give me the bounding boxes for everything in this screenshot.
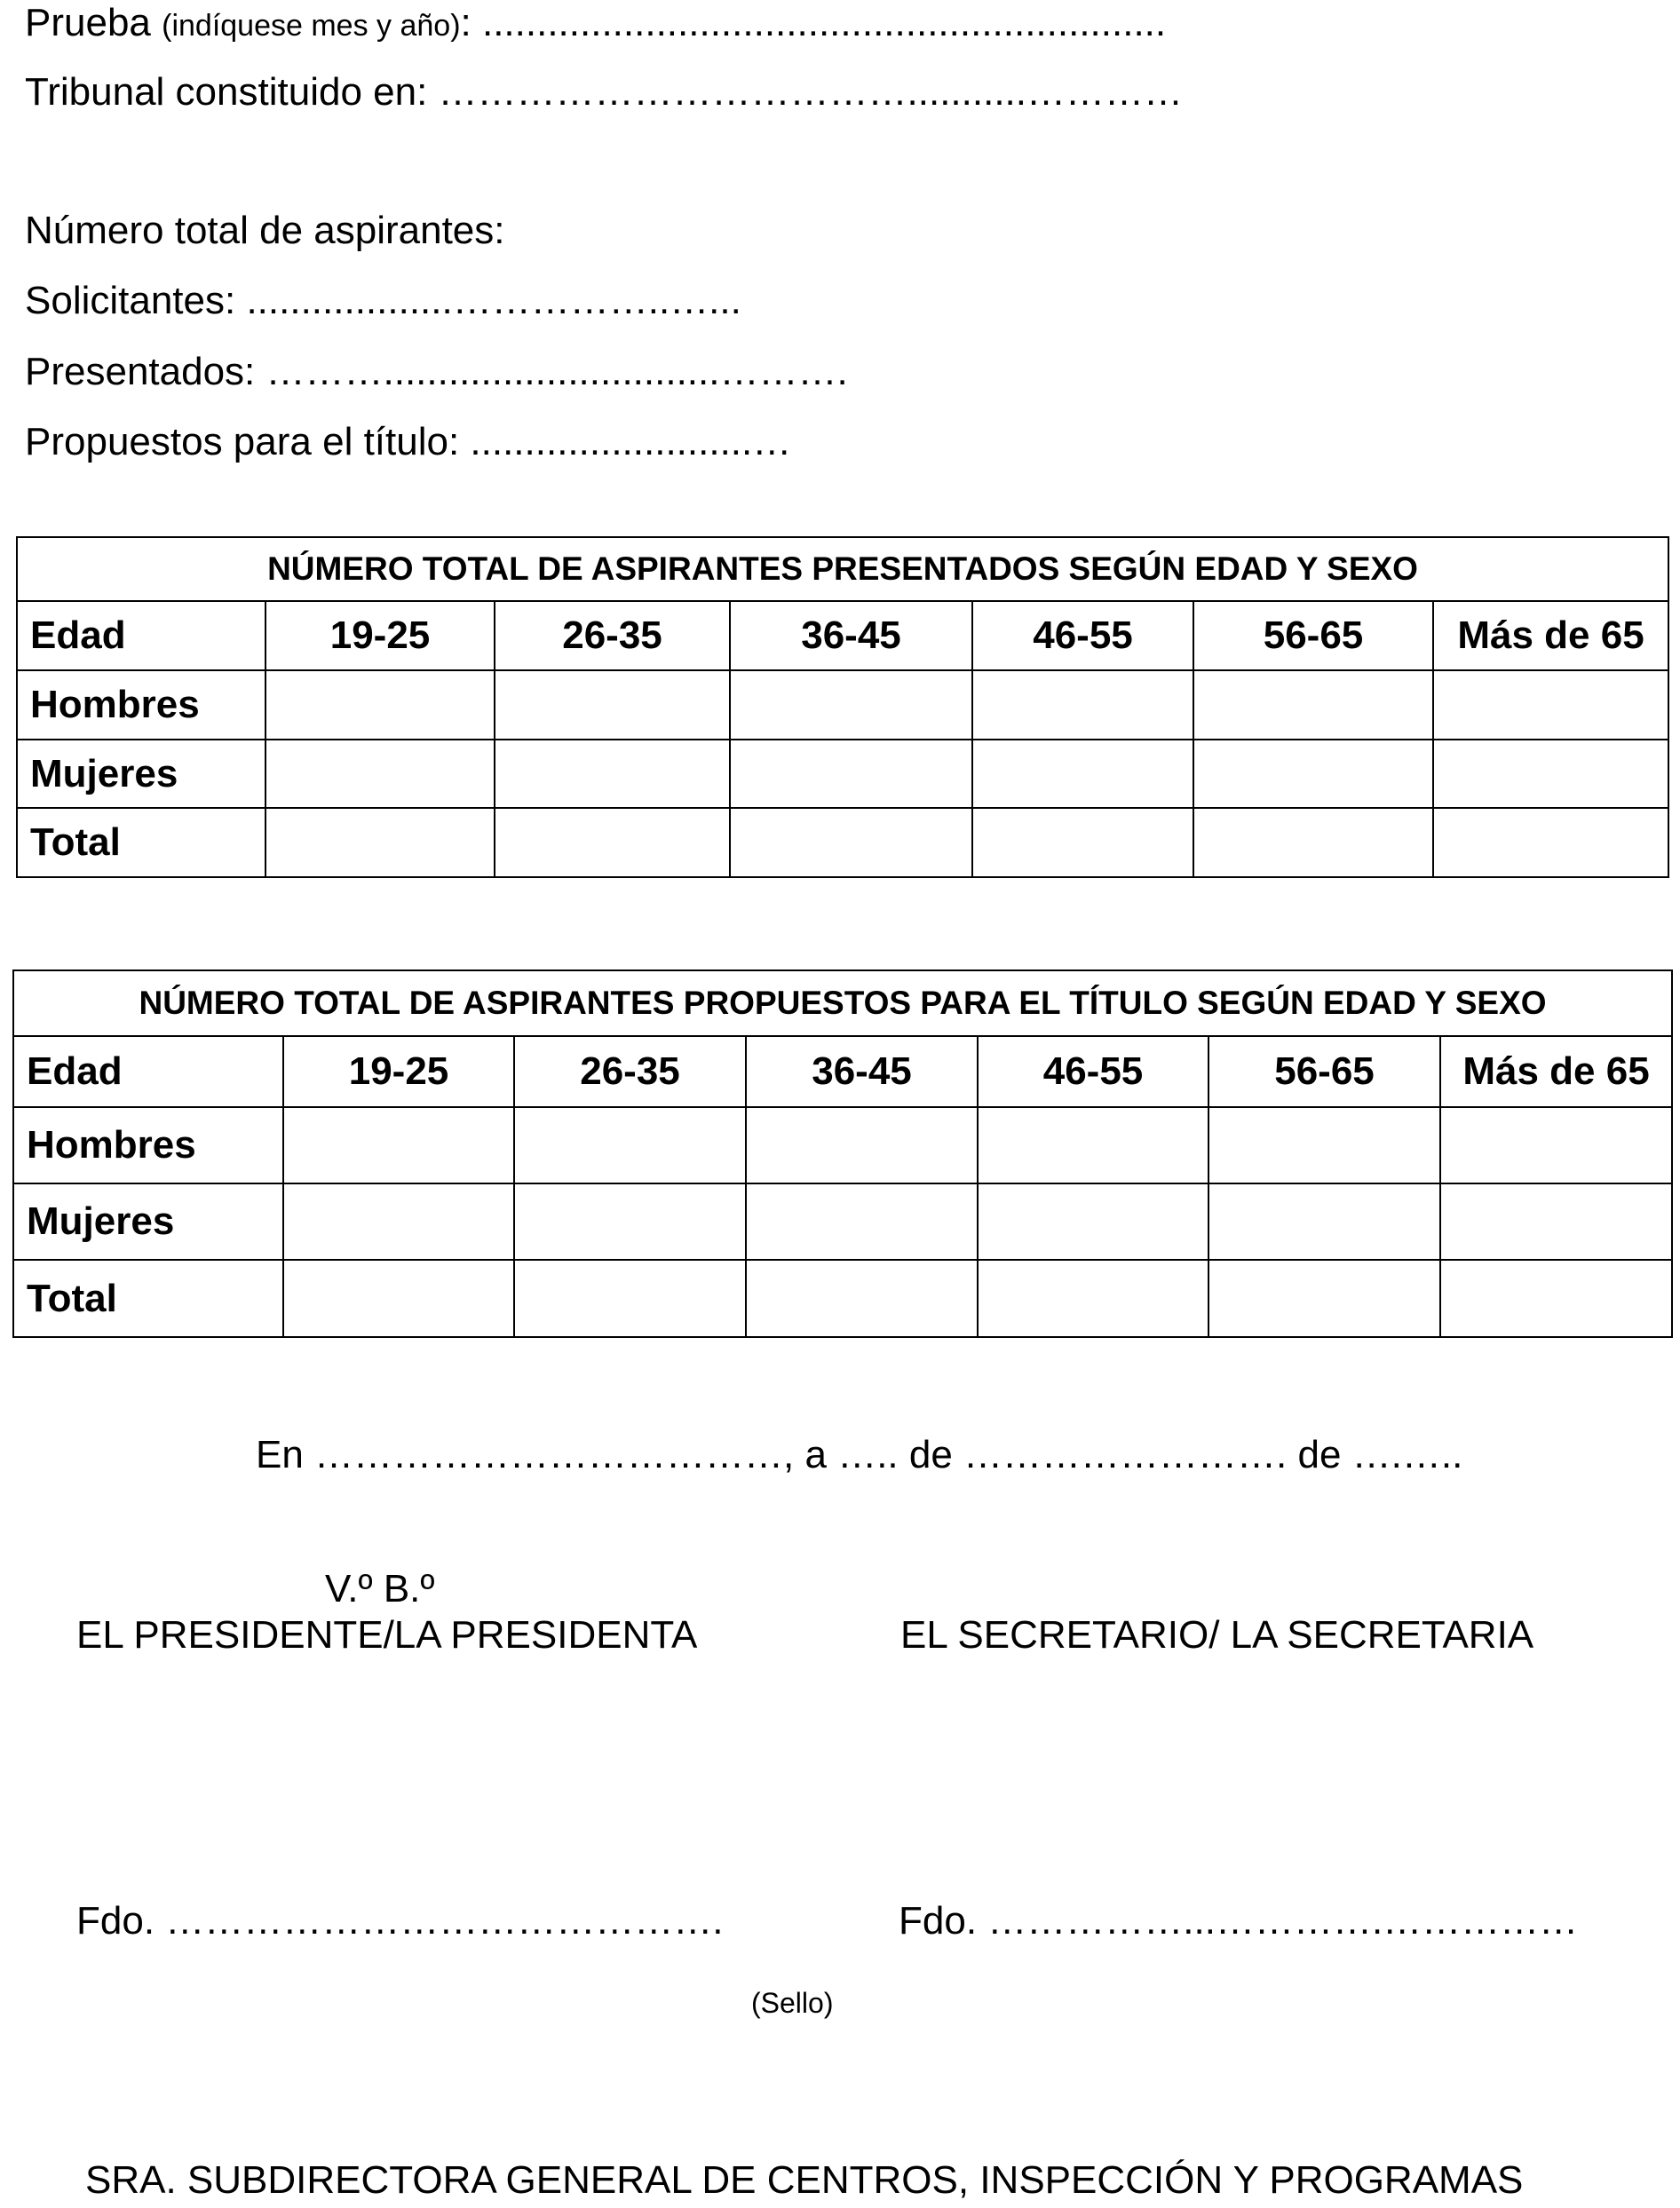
column-header: 36-45 <box>730 601 972 670</box>
secretary-title: EL SECRETARIO/ LA SECRETARIA <box>900 1613 1534 1657</box>
table-cell <box>1433 670 1668 740</box>
column-header: Más de 65 <box>1440 1036 1672 1107</box>
table-row <box>13 1107 1672 1183</box>
row-label: Mujeres <box>17 740 265 808</box>
column-header: 26-35 <box>514 1036 746 1107</box>
column-header: 19-25 <box>265 601 495 670</box>
table-cell <box>978 1183 1208 1260</box>
table-cell <box>730 740 972 808</box>
table-cell <box>283 1107 514 1183</box>
table-cell <box>972 740 1193 808</box>
tribunal-field: Tribunal constituido en: ………………………………...........………… <box>25 70 1183 114</box>
table-cell <box>978 1260 1208 1337</box>
table-row <box>17 670 1668 740</box>
table-row <box>17 808 1668 877</box>
table-cell <box>746 1183 978 1260</box>
prueba-fill: : ............................................................... <box>460 1 1167 44</box>
table-cell <box>978 1107 1208 1183</box>
table-cell <box>495 740 730 808</box>
table-caption: NÚMERO TOTAL DE ASPIRANTES PROPUESTOS PARA EL TÍTULO SEGÚN EDAD Y SEXO <box>13 970 1672 1036</box>
table-cell <box>746 1260 978 1337</box>
prueba-field <box>25 0 1166 49</box>
president-signature-line: Fdo. ……………………………………. <box>76 1899 724 1943</box>
column-header: Edad <box>17 601 265 670</box>
presentados-table <box>16 536 1669 878</box>
row-label: Mujeres <box>13 1183 283 1260</box>
table-cell <box>514 1107 746 1183</box>
propuestos-field: Propuestos para el título: ..........................… <box>25 420 792 463</box>
column-header: 26-35 <box>495 601 730 670</box>
table-cell <box>265 740 495 808</box>
table-cell <box>1440 1107 1672 1183</box>
propuestos-table <box>12 969 1673 1338</box>
president-title: EL PRESIDENTE/LA PRESIDENTA <box>76 1613 698 1657</box>
column-header: Más de 65 <box>1433 601 1668 670</box>
table-cell <box>1433 808 1668 877</box>
column-header: 56-65 <box>1208 1036 1440 1107</box>
table-cell <box>495 670 730 740</box>
column-header: 36-45 <box>746 1036 978 1107</box>
table-cell <box>283 1183 514 1260</box>
place-date-line: En ………………………………, a ….. de ……………………. de ….….. <box>256 1433 1463 1476</box>
vobo-label: V.º B.º <box>325 1567 435 1610</box>
column-header: 46-55 <box>972 601 1193 670</box>
aspirantes-heading: Número total de aspirantes: <box>25 209 505 252</box>
table-cell <box>746 1107 978 1183</box>
table-cell <box>972 670 1193 740</box>
solicitantes-field: Solicitantes: ...................……………..…... <box>25 279 741 322</box>
table-row <box>13 1260 1672 1337</box>
table-cell <box>730 808 972 877</box>
prueba-label: Prueba <box>25 1 151 44</box>
table-cell <box>265 808 495 877</box>
table-cell <box>1440 1183 1672 1260</box>
table-cell <box>283 1260 514 1337</box>
presentados-field: Presentados: ………...............................………. <box>25 350 848 393</box>
table-cell <box>495 808 730 877</box>
table-cell <box>514 1260 746 1337</box>
table-cell <box>265 670 495 740</box>
table-header-row <box>13 1036 1672 1107</box>
table-row <box>13 1183 1672 1260</box>
secretary-signature-line: Fdo. ……………...………….…………… <box>899 1899 1579 1943</box>
table-cell <box>1433 740 1668 808</box>
table-cell <box>1193 740 1433 808</box>
row-label: Hombres <box>17 670 265 740</box>
row-label: Hombres <box>13 1107 283 1183</box>
table-cell <box>514 1183 746 1260</box>
table-cell <box>1440 1260 1672 1337</box>
table-cell <box>730 670 972 740</box>
table-header-row <box>17 601 1668 670</box>
row-label: Total <box>13 1260 283 1337</box>
column-header: 46-55 <box>978 1036 1208 1107</box>
table-cell <box>1193 670 1433 740</box>
addressee-line: SRA. SUBDIRECTORA GENERAL DE CENTROS, INSPECCIÓN Y PROGRAMAS <box>85 2158 1524 2202</box>
column-header: 19-25 <box>283 1036 514 1107</box>
table-row <box>17 740 1668 808</box>
column-header: 56-65 <box>1193 601 1433 670</box>
column-header: Edad <box>13 1036 283 1107</box>
row-label: Total <box>17 808 265 877</box>
table-cell <box>1193 808 1433 877</box>
table-cell <box>1208 1183 1440 1260</box>
table-caption: NÚMERO TOTAL DE ASPIRANTES PRESENTADOS SEGÚN EDAD Y SEXO <box>17 537 1668 601</box>
table-cell <box>1208 1260 1440 1337</box>
stamp-label: (Sello) <box>751 1987 834 2019</box>
table-cell <box>1208 1107 1440 1183</box>
table-cell <box>972 808 1193 877</box>
prueba-hint: (indíquese mes y año) <box>162 9 461 43</box>
